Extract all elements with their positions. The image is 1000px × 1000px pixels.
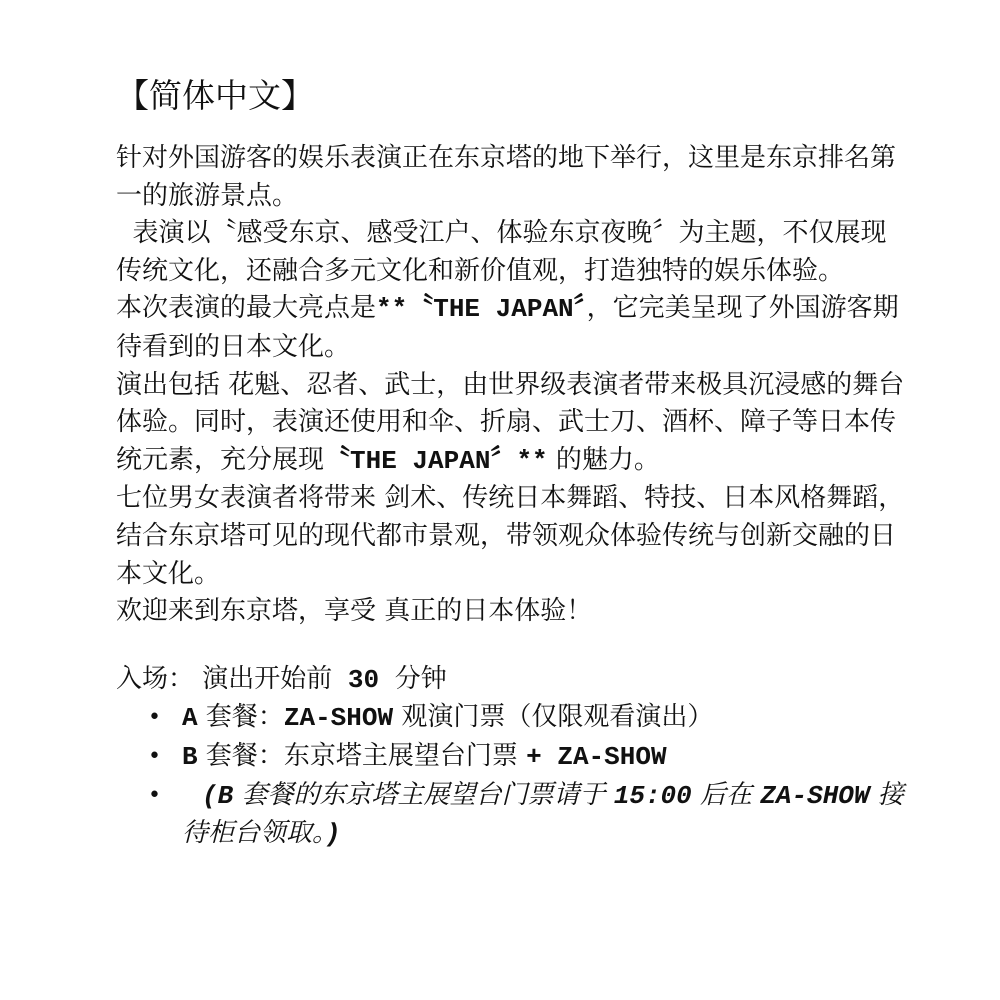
note-text-1: 套餐的东京塔主展望台门票请于 [233,779,614,810]
highlight-text-a: 本次表演的最大亮点是 [116,293,377,324]
entry-text-a: 入场： 演出开始前 [116,663,333,694]
package-b-letter: B [182,741,198,772]
paragraph-performers: 七位男女表演者将带来 剑术、传统日本舞蹈、特技、日本风格舞蹈，结合东京塔可见的现代都市景观，带领观众体验传统与创新交融的日本文化。 [116,483,905,589]
note-text-3: 接待柜台领取。 [182,779,904,849]
bullet-dot: • [148,705,161,731]
note-text-2: 后在 [691,779,761,810]
note-close: ) [325,819,341,850]
package-b-text: 套餐：东京塔主展望台门票 [197,740,527,771]
list-item-package-note [116,777,906,854]
entry-text-c: 分钟 [394,663,447,694]
paragraph-welcome: 欢迎来到东京塔，享受 真正的日本体验！ [116,596,593,627]
paragraph-highlight [116,290,906,366]
page-title: 【简体中文】 [116,76,314,115]
package-list [116,699,906,853]
paragraph-theme [116,215,906,290]
note-open: (B [202,780,234,811]
entry-info [116,661,906,700]
package-a-desc: 观演门票（仅限观看演出） [393,702,714,733]
list-item-package-b [116,738,906,777]
paragraph-intro: 针对外国游客的娱乐表演正在东京塔的地下举行，这里是东京排名第一的旅游景点。 [116,143,897,211]
paragraph-theme-text: 表演以〝感受东京、感受江户、体验东京夜晚〞为主题，不仅展现传统文化，还融合多元文化和新价值观，打造独特的娱乐体验。 [116,218,887,286]
bullet-dot: • [148,743,161,769]
bullet-dot: • [148,782,161,808]
performance-text-c: 的魅力。 [547,444,660,475]
highlight-text-c: ，它完美呈现了外国游客期待看到的日本文化。 [116,293,899,362]
package-a-text: 套餐： [197,702,284,733]
package-b-za-show: + ZA-SHOW [526,741,667,772]
note-time: 15:00 [613,780,692,811]
highlight-the-japan: **〝THE JAPAN〞 [376,294,587,325]
package-a-za-show: ZA-SHOW [283,703,394,734]
list-item-package-a [116,699,906,738]
entry-minutes: 30 [332,664,395,695]
paragraph-performance [116,367,906,481]
document-body [116,140,906,854]
performance-text-a: 演出包括 花魁、忍者、武士，由世界级表演者带来极具沉浸感的舞台体验。同时，表演还使用和伞、折扇、武士刀、酒杯、障子等日本传统元素，充分展现 [116,369,905,475]
note-za-show: ZA-SHOW [760,780,870,811]
package-a-letter: A [182,703,198,734]
performance-the-japan: 〝THE JAPAN〞** [324,445,548,476]
